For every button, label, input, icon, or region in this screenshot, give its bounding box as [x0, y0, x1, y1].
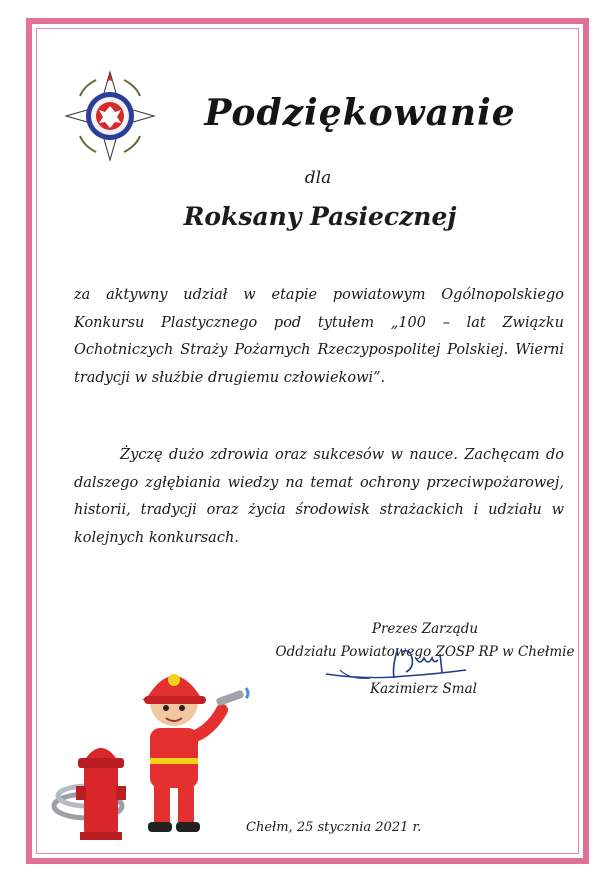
place-date: Chełm, 25 stycznia 2021 r.	[246, 820, 422, 835]
paragraph-acknowledgement: za aktywny udział w etapie powiatowym Ogólnopolskiego Konkursu Plastycznego pod tytułem „100 – lat Związku Ochotniczych Straży Pożarnych Rzeczypospolitej Polskiej. Wierni tradycji w służbie drugiemu człowiekowi”.	[74, 287, 564, 386]
paragraph-wishes: Życzę dużo zdrowia oraz sukcesów w nauce. Zachęcam do dalszego zgłębiania wiedzy na temat ochrony przeciwpożarowej, historii, tradycji oraz życia środowisk strażackich i udziału w kolejnych konkursach.	[74, 447, 564, 546]
signatory-line2: Oddziału Powiatowego ZOSP RP w Chełmie	[275, 644, 575, 660]
recipient-name: Roksany Pasiecznej	[183, 202, 457, 231]
firefighter-illustration-icon	[50, 646, 260, 846]
signatory-line1: Prezes Zarządu	[371, 621, 479, 637]
dla-label: dla	[304, 168, 332, 188]
osp-emblem-icon	[64, 70, 156, 162]
document-title: Podziękowanie	[204, 92, 516, 134]
signatory-name: Kazimierz Smal	[370, 681, 477, 697]
